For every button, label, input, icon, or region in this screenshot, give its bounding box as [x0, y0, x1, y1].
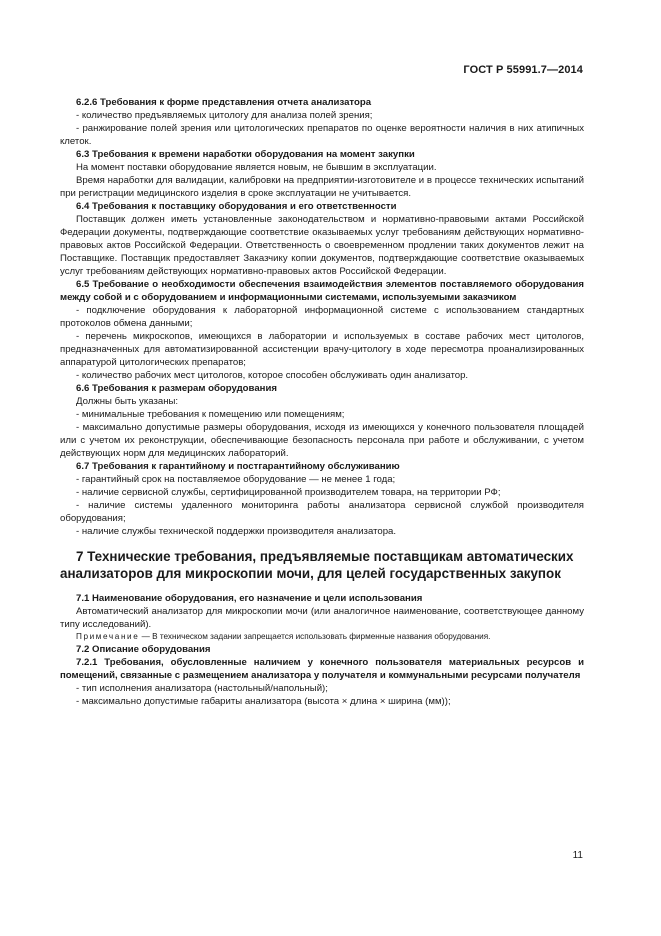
subsection-heading: 7.2 Описание оборудования [76, 644, 211, 655]
subsection-heading: 7.2.1 Требования, обусловленные наличием у конечного пользователя материальных ресурсов и помещений, связанные с размещением анализатора у получателя и коммунальными ресурсами получателя [60, 657, 584, 681]
paragraph: - максимально допустимые размеры оборудования, исходя из имеющихся у конечного пользователя площадей или с учетом их реконструкции, обеспечивающие безопасность персонала при работе и обслуживании, с учетом действующих норм для медицинских лабораторий. [60, 422, 584, 459]
paragraph: - максимально допустимые габариты анализатора (высота × длина × ширина (мм)); [76, 696, 451, 707]
subsection-heading: 7.1 Наименование оборудования, его назначение и цели использования [76, 593, 423, 604]
document-body [60, 96, 584, 708]
subsection-heading: 6.4 Требования к поставщику оборудования и его ответственности [76, 201, 397, 212]
subsection-heading: 6.3 Требования к времени наработки оборудования на момент закупки [76, 149, 415, 160]
paragraph: - количество рабочих мест цитологов, которое способен обслуживать один анализатор. [76, 370, 469, 381]
subsection-heading: 6.7 Требования к гарантийному и постгарантийному обслуживанию [76, 461, 400, 472]
paragraph: - перечень микроскопов, имеющихся в лаборатории и используемых в составе рабочих мест цитологов, предназначенных для автоматизированной ассистенции врачу-цитологу в ходе пересмотра проанализированных аппаратурой цитологических препаратов; [60, 331, 584, 368]
paragraph: - наличие сервисной службы, сертифицированной производителем товара, на территории РФ; [76, 487, 501, 498]
paragraph: Время наработки для валидации, калибровки на предприятии-изготовителе и в процессе технических испытаний при регистрации медицинского изделия в сроке эксплуатации не учитывается. [60, 175, 584, 199]
section-heading: 7 Технические требования, предъявляемые поставщикам автоматических анализаторов для микроскопии мочи, для целей государственных закупок [60, 549, 574, 581]
paragraph: Поставщик должен иметь установленные законодательством и нормативно-правовыми актами Российской Федерации документы, подтверждающие соответствие оказываемых услуг требованиям действующих нормативно-правовых актов Российской Федерации. Ответственность о своевременном продлении таких документов лежит на Поставщике. Поставщик предоставляет Заказчику копии документов, подтверждающие соответствие оказываемых услуг требованиям действующих нормативно-правовых актов Российской Федерации. [60, 214, 584, 277]
paragraph: - наличие системы удаленного мониторинга работы анализатора сервисной службой производителя оборудования; [60, 500, 584, 524]
paragraph: - подключение оборудования к лабораторной информационной системе с использованием стандартных протоколов обмена данными; [60, 305, 584, 329]
page-number: 11 [572, 850, 583, 861]
subsection-heading: 6.5 Требование о необходимости обеспечения взаимодействия элементов поставляемого оборудования между собой и с оборудованием и информационными системами, используемыми заказчиком [60, 279, 584, 303]
subsection-heading: 6.6 Требования к размерам оборудования [76, 383, 277, 394]
subsection-heading: 6.2.6 Требования к форме представления отчета анализатора [76, 97, 372, 108]
paragraph: - ранжирование полей зрения или цитологических препаратов по оценке вероятности наличия в них атипичных клеток. [60, 123, 584, 147]
note [60, 631, 584, 643]
note-text: — В техническом задании запрещается использовать фирменные названия оборудования. [139, 632, 491, 641]
paragraph: На момент поставки оборудование является новым, не бывшим в эксплуатации. [76, 162, 437, 173]
document-header: ГОСТ Р 55991.7—2014 [463, 64, 583, 76]
paragraph: - количество предъявляемых цитологу для анализа полей зрения; [76, 110, 373, 121]
paragraph: - гарантийный срок на поставляемое оборудование — не менее 1 года; [76, 474, 396, 485]
note-label: Примечание [76, 632, 140, 641]
paragraph: Автоматический анализатор для микроскопии мочи (или аналогичное наименование, соответствующее данному типу исследований). [60, 606, 584, 630]
paragraph: Должны быть указаны: [76, 396, 179, 407]
paragraph: - наличие службы технической поддержки производителя анализатора. [76, 526, 397, 537]
paragraph: - тип исполнения анализатора (настольный/напольный); [76, 683, 328, 694]
paragraph: - минимальные требования к помещению или помещениям; [76, 409, 345, 420]
